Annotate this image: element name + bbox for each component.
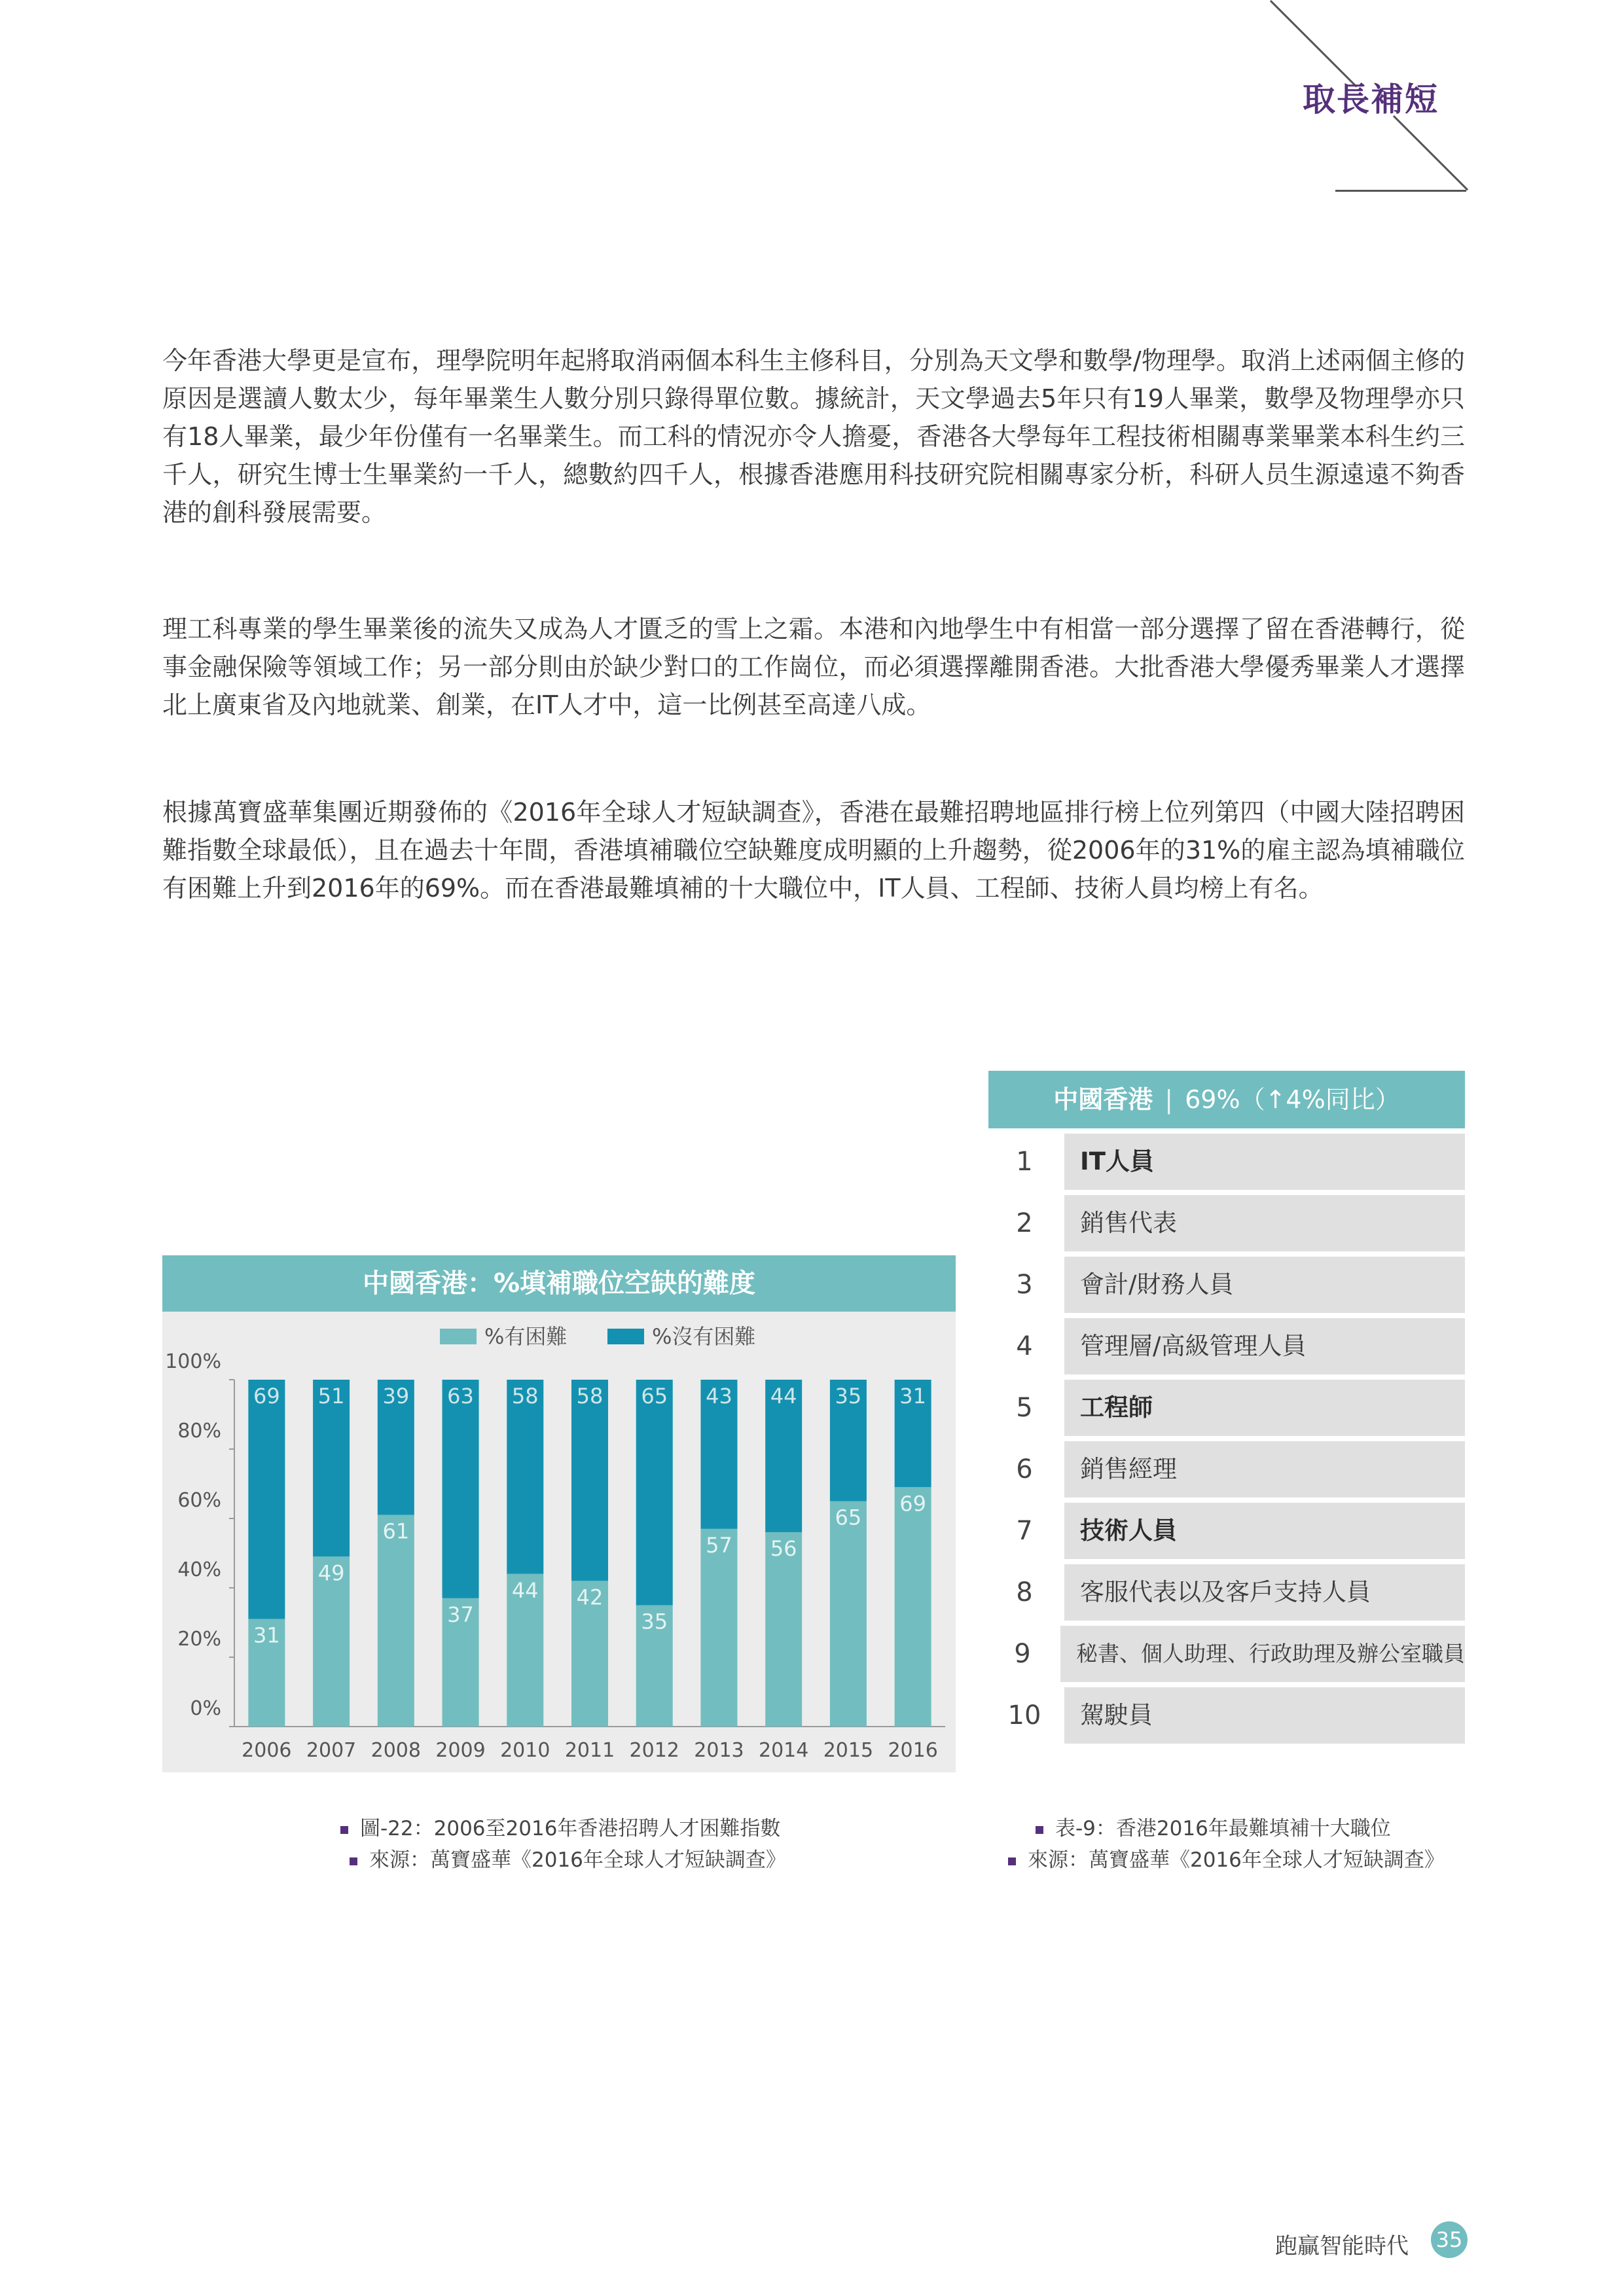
table-row-rank: 7 xyxy=(988,1503,1060,1559)
data-label-no-difficulty: 69 xyxy=(253,1384,280,1408)
table-row xyxy=(988,1441,1465,1498)
bar-no-difficulty xyxy=(507,1380,543,1574)
bar-difficulty xyxy=(700,1529,737,1727)
data-label-difficulty: 61 xyxy=(382,1518,410,1544)
table-caption-source: 來源：萬寶盛華《2016年全球人才短缺調查》 xyxy=(1028,1848,1445,1872)
legend-label: %有困難 xyxy=(484,1324,568,1349)
corner-line-diagonal xyxy=(1393,115,1468,190)
x-tick-label: 2015 xyxy=(823,1739,874,1762)
table-row-rank: 1 xyxy=(988,1134,1060,1190)
table-body xyxy=(988,1134,1465,1744)
table-row-job: 秘書、個人助理、行政助理及辦公室職員 xyxy=(1060,1626,1465,1682)
table-row xyxy=(988,1503,1465,1559)
data-label-difficulty: 56 xyxy=(770,1536,797,1562)
table-row xyxy=(988,1564,1465,1621)
table-caption xyxy=(1008,1813,1445,1876)
data-label-difficulty: 44 xyxy=(511,1577,539,1603)
data-label-no-difficulty: 58 xyxy=(576,1384,604,1408)
corner-line-horizontal xyxy=(1335,190,1466,192)
bar-no-difficulty xyxy=(571,1380,608,1581)
section-tag: 取長補短 xyxy=(1303,81,1439,118)
table-row-job: 技術人員 xyxy=(1064,1503,1465,1559)
chart-title: 中國香港：%填補職位空缺的難度 xyxy=(162,1255,956,1312)
x-tick-label: 2014 xyxy=(759,1739,809,1762)
data-label-no-difficulty: 39 xyxy=(382,1384,410,1408)
table-row-rank: 10 xyxy=(988,1687,1060,1744)
x-tick-label: 2008 xyxy=(370,1739,421,1762)
data-label-difficulty: 65 xyxy=(835,1505,862,1530)
hiring-difficulty-chart xyxy=(162,1255,956,1772)
table-row-job: 會計/財務人員 xyxy=(1064,1257,1465,1313)
table-row-rank: 2 xyxy=(988,1195,1060,1251)
footer-title: 跑贏智能時代 xyxy=(1275,2233,1409,2259)
data-label-difficulty: 35 xyxy=(641,1609,668,1634)
table-row xyxy=(988,1257,1465,1313)
data-label-no-difficulty: 58 xyxy=(511,1384,539,1408)
data-label-difficulty: 49 xyxy=(317,1560,345,1586)
table-header-separator: | xyxy=(1164,1085,1174,1114)
figure-caption-title: 圖-22：2006至2016年香港招聘人才困難指數 xyxy=(360,1817,781,1840)
x-tick-label: 2011 xyxy=(564,1739,615,1762)
figure-caption xyxy=(340,1813,786,1876)
data-label-no-difficulty: 44 xyxy=(770,1384,797,1408)
data-label-difficulty: 37 xyxy=(447,1602,474,1627)
table-row-job: 銷售經理 xyxy=(1064,1441,1465,1498)
data-label-no-difficulty: 35 xyxy=(835,1384,862,1408)
data-label-no-difficulty: 65 xyxy=(641,1384,668,1408)
data-label-no-difficulty: 43 xyxy=(706,1384,732,1408)
x-tick-label: 2010 xyxy=(500,1739,550,1762)
bar-difficulty xyxy=(765,1532,802,1727)
bar-no-difficulty xyxy=(248,1380,285,1619)
table-header-region: 中國香港 xyxy=(1053,1085,1153,1114)
table-row-job: 銷售代表 xyxy=(1064,1195,1465,1251)
bar-no-difficulty xyxy=(442,1380,479,1598)
y-tick-label: 0% xyxy=(190,1697,221,1720)
body-paragraph-1: 今年香港大學更是宣布，理學院明年起將取消兩個本科生主修科目，分別為天文學和數學/物理學。取消上述兩個主修的原因是選讀人數太少，每年畢業生人數分別只錄得單位數。據統計，天文學過去5年只有19人畢業，數學及物理學亦只有18人畢業，最少年份僅有一名畢業生。而工科的情況亦令人擔憂，香港各大學每年工程技術相關專業畢業本科生约三千人，研究生博士生畢業約一千人，總數約四千人，根據香港應用科技研究院相關專家分析，科研人员生源遠遠不夠香港的創科發展需要。 xyxy=(162,346,1465,527)
table-header-rate: 69%（↑4%同比） xyxy=(1185,1085,1400,1114)
bar-difficulty xyxy=(378,1515,414,1727)
table-header xyxy=(988,1071,1465,1128)
table-row-rank: 9 xyxy=(988,1626,1056,1682)
table-row xyxy=(988,1626,1465,1682)
caption-bullet xyxy=(1008,1857,1016,1865)
data-label-no-difficulty: 31 xyxy=(899,1384,926,1408)
legend-label: %沒有困難 xyxy=(652,1324,756,1349)
caption-bullet xyxy=(340,1826,348,1834)
body-paragraph-2: 理工科專業的學生畢業後的流失又成為人才匱乏的雪上之霜。本港和內地學生中有相當一部分選擇了留在香港轉行，從事金融保險等領域工作；另一部分則由於缺少對口的工作崗位，而必須選擇離開香港。大批香港大學優秀畢業人才選擇北上廣東省及內地就業、創業，在IT人才中，這一比例甚至高達八成。 xyxy=(162,615,1465,719)
table-row xyxy=(988,1318,1465,1374)
table-row-rank: 6 xyxy=(988,1441,1060,1498)
data-label-difficulty: 69 xyxy=(899,1491,926,1516)
table-row xyxy=(988,1687,1465,1744)
table-caption-title: 表-9：香港2016年最難填補十大職位 xyxy=(1055,1817,1391,1840)
table-row xyxy=(988,1134,1465,1190)
table-row-job: IT人員 xyxy=(1064,1134,1465,1190)
table-row-job: 客服代表以及客戶支持人員 xyxy=(1064,1564,1465,1621)
page-number: 35 xyxy=(1431,2221,1468,2258)
data-label-difficulty: 31 xyxy=(253,1623,280,1648)
y-tick-label: 40% xyxy=(177,1558,221,1581)
y-tick-label: 80% xyxy=(177,1420,221,1443)
bar-difficulty xyxy=(895,1487,931,1727)
data-label-no-difficulty: 63 xyxy=(447,1384,474,1408)
table-row-rank: 8 xyxy=(988,1564,1060,1621)
table-row-job: 管理層/高級管理人員 xyxy=(1064,1318,1465,1374)
x-tick-label: 2016 xyxy=(888,1739,938,1762)
x-tick-label: 2009 xyxy=(435,1739,486,1762)
body-paragraph-3: 根據萬寶盛華集團近期發佈的《2016年全球人才短缺調查》，香港在最難招聘地區排行榜上位列第四（中國大陸招聘困難指數全球最低），且在過去十年間，香港填補職位空缺難度成明顯的上升趨勢，從2006年的31%的雇主認為填補職位有困難上升到2016年的69%。而在香港最難填補的十大職位中，IT人員、工程師、技術人員均榜上有名。 xyxy=(162,798,1465,903)
table-row-job: 駕駛員 xyxy=(1064,1687,1465,1744)
y-tick-label: 60% xyxy=(177,1489,221,1512)
table-row xyxy=(988,1195,1465,1251)
table-row xyxy=(988,1380,1465,1436)
table-row-rank: 3 xyxy=(988,1257,1060,1313)
data-label-difficulty: 42 xyxy=(576,1585,604,1610)
x-tick-label: 2007 xyxy=(306,1739,357,1762)
legend-swatch xyxy=(607,1329,644,1344)
x-tick-label: 2013 xyxy=(694,1739,744,1762)
table-row-job: 工程師 xyxy=(1064,1380,1465,1436)
caption-bullet xyxy=(350,1857,357,1865)
data-label-no-difficulty: 51 xyxy=(317,1384,345,1408)
y-tick-label: 100% xyxy=(165,1350,221,1373)
y-tick-label: 20% xyxy=(177,1628,221,1651)
figure-caption-source: 來源：萬寶盛華《2016年全球人才短缺調查》 xyxy=(369,1848,786,1872)
x-tick-label: 2012 xyxy=(629,1739,679,1762)
table-row-rank: 5 xyxy=(988,1380,1060,1436)
top-ten-jobs-table xyxy=(988,1071,1465,1749)
chart-plot xyxy=(162,1255,956,1772)
data-label-difficulty: 57 xyxy=(706,1532,732,1558)
caption-bullet xyxy=(1036,1826,1043,1834)
bar-no-difficulty xyxy=(636,1380,673,1605)
table-row-rank: 4 xyxy=(988,1318,1060,1374)
x-tick-label: 2006 xyxy=(242,1739,292,1762)
legend-swatch xyxy=(440,1329,477,1344)
bar-difficulty xyxy=(830,1501,867,1727)
